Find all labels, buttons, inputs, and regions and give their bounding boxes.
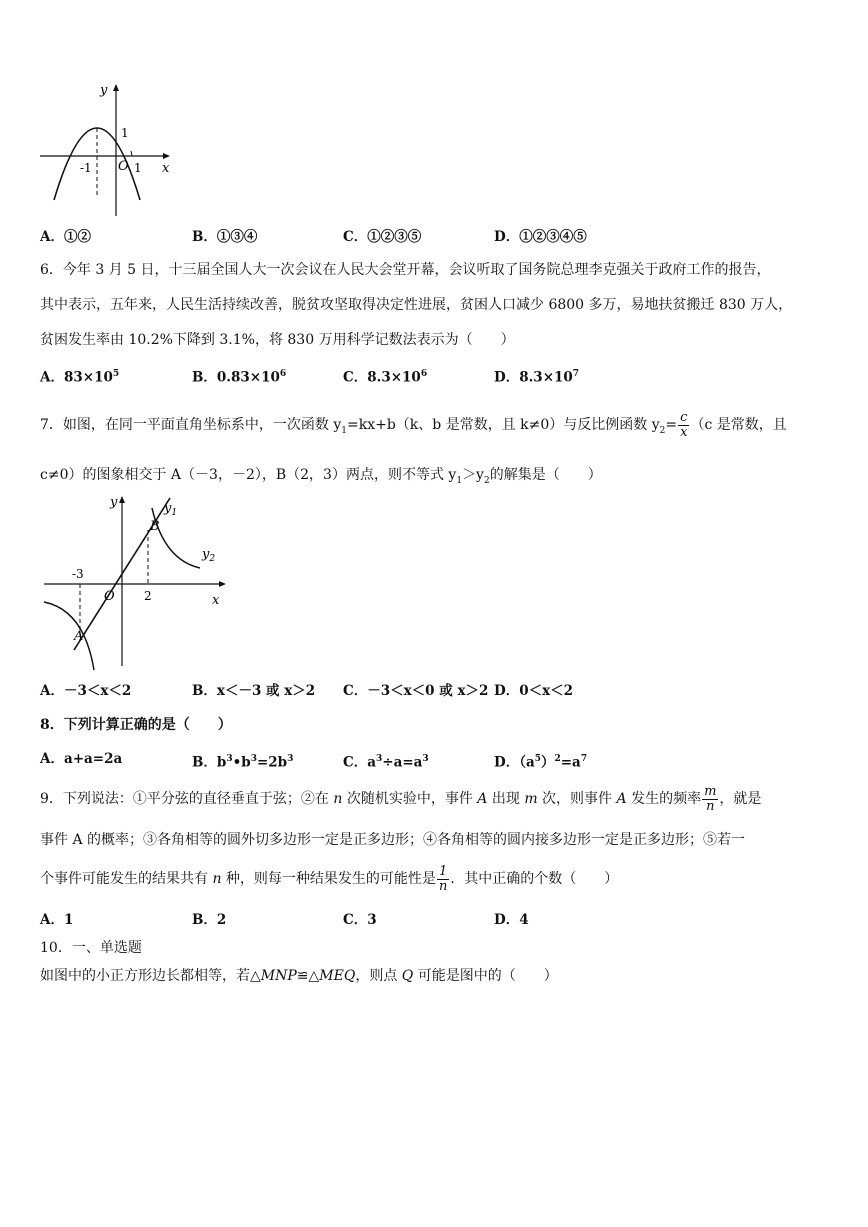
q8-option-b: B．$b^3•b^3=2b^3$ bbox=[192, 754, 294, 771]
origin-label: O bbox=[104, 589, 115, 604]
q9-option-c: C．3 bbox=[343, 912, 377, 928]
one-over-n-fraction: $\frac{1}{n}$ bbox=[438, 863, 448, 894]
point-a-label: A bbox=[74, 629, 84, 644]
q6-option-a: A．$83\times 10^5$ bbox=[40, 369, 120, 386]
q10-heading: 10．一、单选题 bbox=[40, 940, 142, 956]
q9-option-a: A．1 bbox=[40, 912, 74, 928]
point-b-label: B bbox=[150, 519, 160, 534]
q9-line-2: 事件 A 的概率；③各角相等的圆外切多边形一定是正多边形；④各角相等的圆内接多边形一定是正多边形；⑤若一 bbox=[40, 832, 746, 848]
y1-label: $y_1$ bbox=[164, 501, 178, 518]
q7-line-1: 7．如图，在同一平面直角坐标系中，一次函数 $y_1=kx+b(k$、b 是常数，且 k≠0）与反比例函数 $y_2=$ $\frac{c}{x}$ （c 是常数，且 bbox=[40, 409, 787, 440]
axis-y-label: y bbox=[110, 495, 118, 510]
axis-x-label: x bbox=[212, 593, 220, 608]
q6-option-d: D．$8.3\times 10^7$ bbox=[494, 369, 580, 386]
q8-option-a: A．a+a=2a bbox=[40, 751, 123, 767]
m-over-n-fraction: $\frac{m}{n}$ bbox=[704, 783, 717, 814]
c-over-x-fraction: $\frac{c}{x}$ bbox=[680, 409, 688, 440]
origin-label: O bbox=[118, 159, 129, 174]
axis-x-label: x bbox=[162, 161, 170, 176]
q6-option-b: B．$0.83\times 10^6$ bbox=[192, 369, 287, 386]
q6-option-c: C．$8.3\times 10^6$ bbox=[343, 369, 428, 386]
q7-line-2: c≠0）的图象相交于 A（－3，－2），B（2，3）两点，则不等式 $y_1>y_2$的解集是（ ） bbox=[40, 467, 602, 486]
q9-option-b: B．2 bbox=[192, 912, 227, 928]
q8-option-c: C．$a^3\div a=a^3$ bbox=[343, 754, 429, 771]
q8-option-d: D．$(a^5)^2=a^7$ bbox=[494, 754, 588, 771]
two-label: 2 bbox=[144, 589, 152, 603]
axis-y-label: y bbox=[100, 83, 108, 98]
neg-three-label: -3 bbox=[72, 567, 84, 581]
q6-line-1: 6．今年 3 月 5 日，十三届全国人大一次会议在人民大会堂开幕，会议听取了国务院总理李克强关于政府工作的报告， bbox=[40, 262, 771, 278]
q9-line-3: 个事件可能发生的结果共有 n 种，则每一种结果发生的可能性是 $\frac{1}{n}$ ．其中正确的个数（ ） bbox=[40, 863, 619, 894]
q6-line-2: 其中表示，五年来，人民生活持续改善，脱贫攻坚取得决定性进展，贫困人口减少 6800 多万，易地扶贫搬迁 830 万人， bbox=[40, 297, 793, 313]
q5-option-d: D．①②③④⑤ bbox=[494, 229, 587, 245]
parabola-graph bbox=[36, 80, 176, 220]
y-intercept-label: 1 bbox=[121, 126, 129, 140]
q8-stem: 8．下列计算正确的是（ ） bbox=[40, 717, 232, 733]
q5-option-b: B．①③④ bbox=[192, 229, 258, 245]
function-graph bbox=[38, 490, 238, 675]
q6-line-3: 贫困发生率由 10.2%下降到 3.1%，将 830 万用科学记数法表示为（ ） bbox=[40, 332, 515, 348]
q7-option-a: A．－3＜x＜2 bbox=[40, 683, 132, 699]
y2-label: $y_2$ bbox=[202, 547, 216, 564]
q7-option-c: C．－3＜x＜0 或 x＞2 bbox=[343, 683, 489, 699]
q7-option-b: B．x＜－3 或 x＞2 bbox=[192, 683, 316, 699]
q5-option-a: A．①② bbox=[40, 229, 91, 245]
q5-option-c: C．①②③⑤ bbox=[343, 229, 422, 245]
one-x-label: 1 bbox=[134, 161, 142, 175]
q9-line-1: 9．下列说法：①平分弦的直径垂直于弦；②在 n 次随机实验中，事件 A 出现 m 次，则事件 A 发生的频率 $\frac{m}{n}$ ，就是 bbox=[40, 783, 762, 814]
q10-stem: 如图中的小正方形边长都相等，若△MNP≌△MEQ，则点 Q 可能是图中的（ ） bbox=[40, 968, 558, 984]
q7-option-d: D．0＜x＜2 bbox=[494, 683, 574, 699]
neg-one-label: -1 bbox=[80, 161, 92, 175]
q9-option-d: D．4 bbox=[494, 912, 529, 928]
